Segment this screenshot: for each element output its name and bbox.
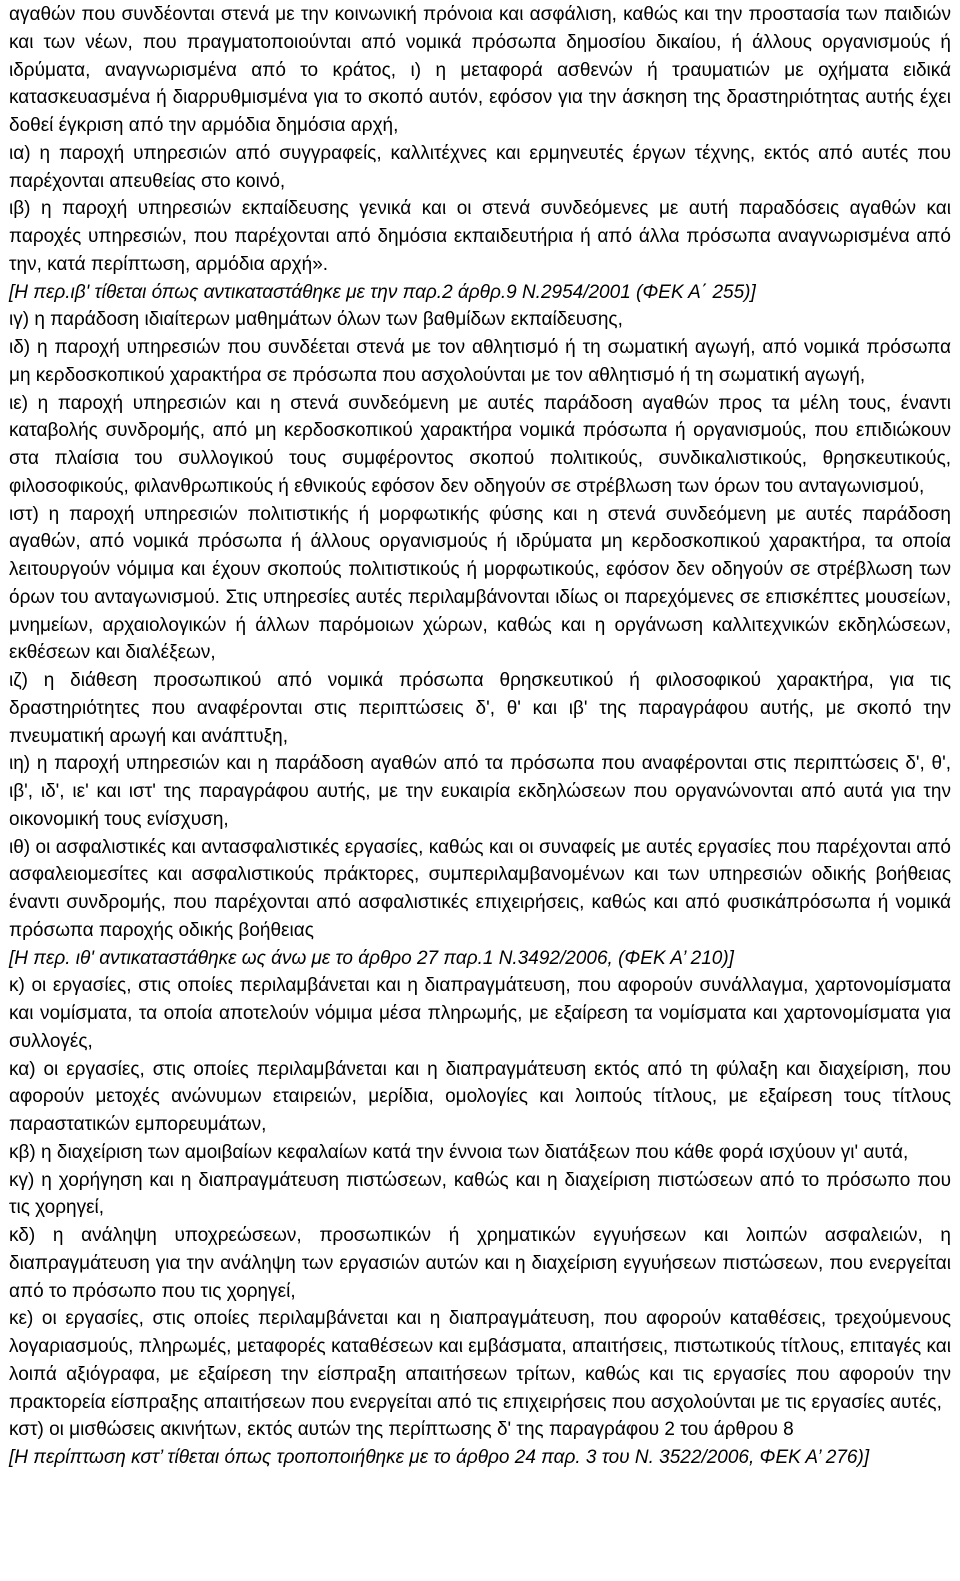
- paragraph: ια) η παροχή υπηρεσιών από συγγραφείς, καλλιτέχνες και ερμηνευτές έργων τέχνης, εκτός από αυτές που παρέχονται απευθείας στο κοινό,: [9, 142, 951, 192]
- paragraph: ιστ) η παροχή υπηρεσιών πολιτιστικής ή μορφωτικής φύσης και η στενά συνδεόμενη με αυτές παράδοση αγαθών, από νομικά πρόσωπα ή άλλους οργανισμούς ή ιδρύματα μη κερδοσκοπικού χαρακτήρα, τα οποία λειτουργούν νόμιμα και έχουν σκοπούς πολιτιστικούς ή μορφωτικούς, εφόσον δεν οδηγούν σε στρέβλωση των όρων του ανταγωνισμού. Στις υπηρεσίες αυτές περιλαμβάνονται ιδίως οι παρεχόμενες σε επισκέπτες μουσείων, μνημείων, αρχαιολογικών ή άλλων παρόμοιων χώρων, καθώς και η οργάνωση καλλιτεχνικών εκδηλώσεων, εκθέσεων και διαλέξεων,: [9, 503, 951, 664]
- amendment-note: [Η περ.ιβ' τίθεται όπως αντικαταστάθηκε με την παρ.2 άρθρ.9 Ν.2954/2001 (ΦΕΚ Α΄ 255)]: [9, 281, 756, 303]
- paragraph: ιζ) η διάθεση προσωπικού από νομικά πρόσωπα θρησκευτικού ή φιλοσοφικού χαρακτήρα, για τις δραστηριότητες που αναφέρονται στις περιπτώσεις δ', θ' και ιβ' της παραγράφου αυτής, με σκοπό την πνευματική αρωγή και ανάπτυξη,: [9, 670, 951, 747]
- paragraph: ιδ) η παροχή υπηρεσιών που συνδέεται στενά με τον αθλητισμό ή τη σωματική αγωγή, από νομικά πρόσωπα μη κερδοσκοπικού χαρακτήρα σε πρόσωπα που ασχολούνται με τον αθλητισμό ή τη σωματική αγωγή,: [9, 337, 951, 386]
- paragraph: ιη) η παροχή υπηρεσιών και η παράδοση αγαθών από τα πρόσωπα που αναφέρονται στις περιπτώσεις δ', θ', ιβ', ιδ', ιε' και ιστ' της παραγράφου αυτής, με την ευκαιρία εκδηλώσεων που οργανώνονται από αυτά για την οικονομική τους ενίσχυση,: [9, 753, 951, 830]
- paragraph: κβ) η διαχείριση των αμοιβαίων κεφαλαίων κατά την έννοια των διατάξεων που κάθε φορά ισχύουν γι' αυτά,: [9, 1141, 909, 1163]
- paragraph: κστ) οι μισθώσεις ακινήτων, εκτός αυτών της περίπτωσης δ' της παραγράφου 2 του άρθρου 8: [9, 1419, 794, 1441]
- paragraph: ιθ) οι ασφαλιστικές και αντασφαλιστικές εργασίες, καθώς και οι συναφείς με αυτές εργασίες που παρέχονται από ασφαλειομεσίτες και ασφαλιστικούς πράκτορες, συμπεριλαμβανομένων και των υπηρεσιών οδικής βοήθειας έναντι συνδρομής, που παρέχονται από ασφαλιστικές επιχειρήσεις, καθώς και από φυσικάπρόσωπα ή νομικά πρόσωπα παροχής οδικής βοήθειας: [9, 836, 951, 941]
- paragraph: ιβ) η παροχή υπηρεσιών εκπαίδευσης γενικά και οι στενά συνδεόμενες με αυτή παραδόσεις αγαθών και παροχές υπηρεσιών, που παρέχονται από δημόσια εκπαιδευτήρια ή από άλλα πρόσωπα αναγνωρισμένα από την, κατά περίπτωση, αρμόδια αρχή».: [9, 198, 951, 275]
- paragraph: ιε) η παροχή υπηρεσιών και η στενά συνδεόμενη με αυτές παράδοση αγαθών προς τα μέλη τους, έναντι καταβολής συνδρομής, από μη κερδοσκοπικού χαρακτήρα νομικά πρόσωπα ή οργανισμούς, που επιδιώκουν στα πλαίσια του συλλογικού τους συμφέροντος σκοπού πολιτικούς, συνδικαλιστικούς, θρησκευτικούς, φιλοσοφικούς, φιλανθρωπικούς ή εθνικούς εφόσον δεν οδηγούν σε στρέβλωση των όρων του ανταγωνισμού,: [9, 392, 951, 497]
- paragraph: αγαθών που συνδέονται στενά με την κοινωνική πρόνοια και ασφάλιση, καθώς και την προστασία των παιδιών και των νέων, που πραγματοποιούνται από νομικά πρόσωπα δημοσίου δικαίου, ή άλλους οργανισμούς ή ιδρύματα, αναγνωρισμένα από το κράτος, ι) η μεταφορά ασθενών ή τραυματιών με οχήματα ειδικά κατασκευασμένα ή διαρρυθμισμένα για το σκοπό αυτόν, εφόσον για την άσκηση της δραστηριότητας αυτής έχει δοθεί έγκριση από την αρμόδια δημόσια αρχή,: [9, 4, 951, 136]
- paragraph: κδ) η ανάληψη υποχρεώσεων, προσωπικών ή χρηματικών εγγυήσεων και λοιπών ασφαλειών, η διαπραγμάτευση για την ανάληψη των εργασιών αυτών και η διαχείριση εγγυήσεων πιστώσεων, που ενεργείται από το πρόσωπο που τις χορηγεί,: [9, 1225, 951, 1302]
- paragraph: κγ) η χορήγηση και η διαπραγμάτευση πιστώσεων, καθώς και η διαχείριση πιστώσεων από το πρόσωπο που τις χορηγεί,: [9, 1169, 951, 1219]
- paragraph: κα) οι εργασίες, στις οποίες περιλαμβάνεται και η διαπραγμάτευση εκτός από τη φύλαξη και διαχείριση, που αφορούν μετοχές ανώνυμων εταιρειών, μερίδια, ομολογίες και λοιπούς τίτλους, με εξαίρεση τους τίτλους παραστατικών εμπορευμάτων,: [9, 1058, 951, 1135]
- paragraph: ιγ) η παράδοση ιδιαίτερων μαθημάτων όλων των βαθμίδων εκπαίδευσης,: [9, 309, 623, 331]
- paragraph: κε) οι εργασίες, στις οποίες περιλαμβάνεται και η διαπραγμάτευση, που αφορούν καταθέσεις, τρεχούμενους λογαριασμούς, πληρωμές, μεταφορές καταθέσεων και εμβάσματα, απαιτήσεις, πιστωτικούς τίτλους, επιταγές και λοιπά αξιόγραφα, με εξαίρεση την είσπραξη απαιτήσεων τρίτων, καθώς και τις εργασίες που αφορούν την πρακτορεία είσπραξης απαιτήσεων που ενεργείται από τις επιχειρήσεις που ασχολούνται με τις εργασίες αυτές,: [9, 1308, 951, 1413]
- paragraph: κ) οι εργασίες, στις οποίες περιλαμβάνεται και η διαπραγμάτευση, που αφορούν συνάλλαγμα, χαρτονομίσματα και νομίσματα, τα οποία αποτελούν νόμιμα μέσα πληρωμής, με εξαίρεση τα νομίσματα και χαρτονομίσματα για συλλογές,: [9, 975, 951, 1052]
- amendment-note: [Η περ. ιθ' αντικαταστάθηκε ως άνω με το άρθρο 27 παρ.1 Ν.3492/2006, (ΦΕΚ Α’ 210)]: [9, 947, 734, 969]
- amendment-note: [Η περίπτωση κστ’ τίθεται όπως τροποποιήθηκε με το άρθρο 24 παρ. 3 του Ν. 3522/2006, ΦΕΚ Α’ 276)]: [9, 1447, 870, 1468]
